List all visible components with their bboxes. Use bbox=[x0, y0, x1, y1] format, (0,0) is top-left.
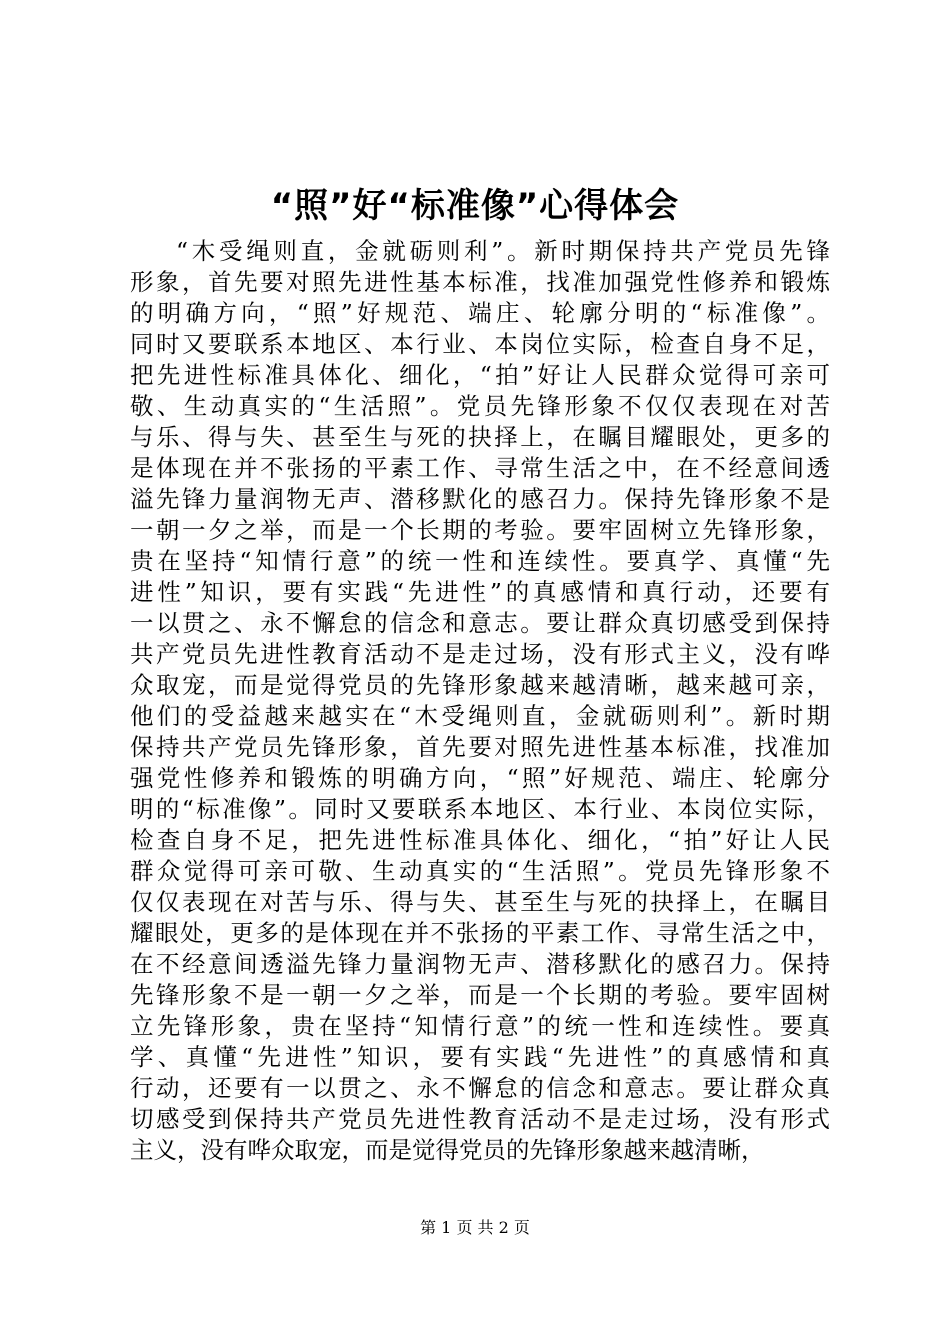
body-line: 同时又要联系本地区、本行业、本岗位实际，检查自身不足， bbox=[130, 330, 830, 358]
body-line: 强党性修养和锻炼的明确方向，“照”好规范、端庄、轮廓分 bbox=[130, 764, 830, 792]
body-line: 与乐、得与失、甚至生与死的抉择上，在瞩目耀眼处，更多的 bbox=[130, 423, 830, 451]
body-line: 把先进性标准具体化、细化，“拍”好让人民群众觉得可亲可 bbox=[130, 361, 830, 389]
body-line: 的明确方向，“照”好规范、端庄、轮廓分明的“标准像”。 bbox=[130, 299, 830, 327]
body-line: 群众觉得可亲可敬、生动真实的“生活照”。党员先锋形象不 bbox=[130, 857, 830, 885]
body-line: 贵在坚持“知情行意”的统一性和连续性。要真学、真懂“先 bbox=[130, 547, 830, 575]
body-line: 进性”知识，要有实践“先进性”的真感情和真行动，还要有 bbox=[130, 578, 830, 606]
document-body bbox=[130, 236, 830, 1166]
body-line: 众取宠，而是觉得党员的先锋形象越来越清晰，越来越可亲， bbox=[130, 671, 830, 699]
body-line: “木受绳则直，金就砺则利”。新时期保持共产党员先锋 bbox=[176, 237, 830, 265]
body-line: 先锋形象不是一朝一夕之举，而是一个长期的考验。要牢固树 bbox=[130, 981, 830, 1009]
body-line: 一以贯之、永不懈怠的信念和意志。要让群众真切感受到保持 bbox=[130, 609, 830, 637]
body-line: 敬、生动真实的“生活照”。党员先锋形象不仅仅表现在对苦 bbox=[130, 392, 830, 420]
body-line: 切感受到保持共产党员先进性教育活动不是走过场，没有形式 bbox=[130, 1105, 830, 1133]
body-line: 在不经意间透溢先锋力量润物无声、潜移默化的感召力。保持 bbox=[130, 950, 830, 978]
body-line: 检查自身不足，把先进性标准具体化、细化，“拍”好让人民 bbox=[130, 826, 830, 854]
body-line: 溢先锋力量润物无声、潜移默化的感召力。保持先锋形象不是 bbox=[130, 485, 830, 513]
body-line: 耀眼处，更多的是体现在并不张扬的平素工作、寻常生活之中， bbox=[130, 919, 830, 947]
document-title: “照”好“标准像”心得体会 bbox=[270, 186, 680, 226]
body-line: 仅仅表现在对苦与乐、得与失、甚至生与死的抉择上，在瞩目 bbox=[130, 888, 830, 916]
page-number-indicator: 第 1 页 共 2 页 bbox=[420, 1218, 530, 1237]
body-line: 保持共产党员先锋形象，首先要对照先进性基本标准，找准加 bbox=[130, 733, 830, 761]
body-line: 形象，首先要对照先进性基本标准，找准加强党性修养和锻炼 bbox=[130, 268, 830, 296]
body-line: 一朝一夕之举，而是一个长期的考验。要牢固树立先锋形象， bbox=[130, 516, 830, 544]
body-line: 他们的受益越来越实在“木受绳则直，金就砺则利”。新时期 bbox=[130, 702, 830, 730]
body-line: 行动，还要有一以贯之、永不懈怠的信念和意志。要让群众真 bbox=[130, 1074, 830, 1102]
body-line: 共产党员先进性教育活动不是走过场，没有形式主义，没有哗 bbox=[130, 640, 830, 668]
body-line: 学、真懂“先进性”知识，要有实践“先进性”的真感情和真 bbox=[130, 1043, 830, 1071]
body-line: 主义，没有哗众取宠，而是觉得党员的先锋形象越来越清晰， bbox=[130, 1136, 765, 1164]
body-line: 明的“标准像”。同时又要联系本地区、本行业、本岗位实际， bbox=[130, 795, 830, 823]
page-footer bbox=[0, 1216, 950, 1240]
body-line: 立先锋形象，贵在坚持“知情行意”的统一性和连续性。要真 bbox=[130, 1012, 830, 1040]
body-line: 是体现在并不张扬的平素工作、寻常生活之中，在不经意间透 bbox=[130, 454, 830, 482]
